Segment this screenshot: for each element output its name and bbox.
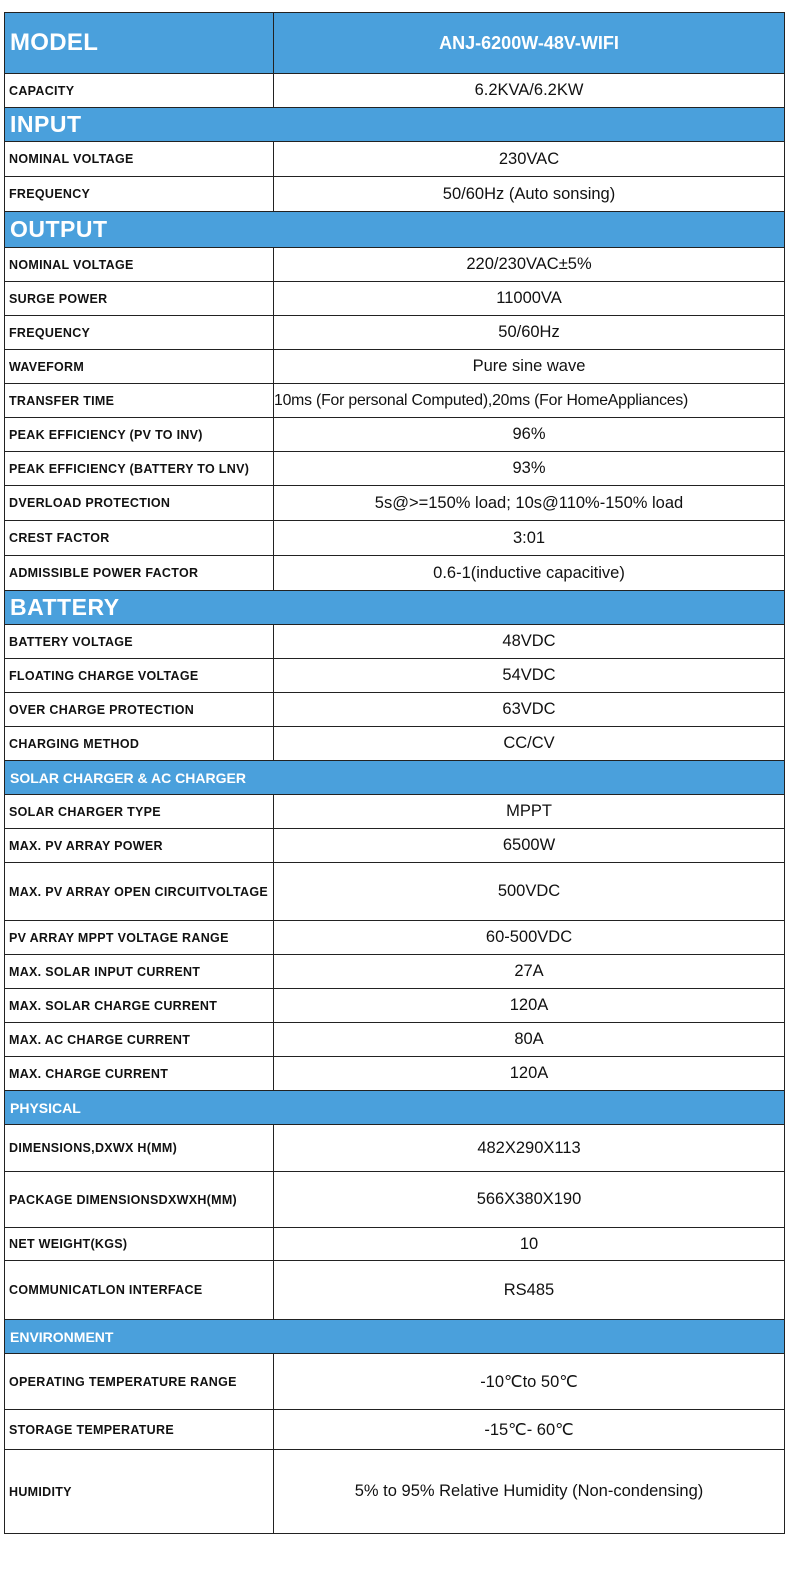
spec-label: FREQUENCY <box>5 177 274 211</box>
spec-label: SURGE POWER <box>5 282 274 315</box>
spec-label: CAPACITY <box>5 74 274 107</box>
spec-value: 96% <box>274 418 785 451</box>
section-battery: BATTERY <box>5 591 785 625</box>
spec-label: FLOATING CHARGE VOLTAGE <box>5 659 274 692</box>
spec-label: PEAK EFFICIENCY (BATTERY TO LNV) <box>5 452 274 485</box>
spec-value: 6500W <box>274 829 785 862</box>
spec-label: ADMISSIBLE POWER FACTOR <box>5 556 274 590</box>
spec-row <box>5 829 785 863</box>
spec-row <box>5 452 785 486</box>
spec-label: MAX. CHARGE CURRENT <box>5 1057 274 1090</box>
spec-row <box>5 863 785 921</box>
spec-label: PV ARRAY MPPT VOLTAGE RANGE <box>5 921 274 954</box>
spec-row <box>5 1228 785 1261</box>
spec-row <box>5 1354 785 1410</box>
spec-value: 80A <box>274 1023 785 1056</box>
spec-label: TRANSFER TIME <box>5 384 274 417</box>
spec-value: 0.6-1(inductive capacitive) <box>274 556 785 590</box>
spec-value: 10ms (For personal Computed),20ms (For HomeAppliances) <box>274 384 785 417</box>
spec-value: 48VDC <box>274 625 785 658</box>
model-label: MODEL <box>5 13 274 73</box>
spec-value: 93% <box>274 452 785 485</box>
spec-label: MAX. PV ARRAY OPEN CIRCUITVOLTAGE <box>5 863 274 920</box>
spec-row <box>5 177 785 212</box>
spec-label: HUMIDITY <box>5 1450 274 1533</box>
spec-label: MAX. SOLAR INPUT CURRENT <box>5 955 274 988</box>
spec-row <box>5 384 785 418</box>
spec-label: PEAK EFFICIENCY (PV TO INV) <box>5 418 274 451</box>
spec-row <box>5 1057 785 1091</box>
model-row <box>5 13 785 74</box>
spec-value: 60-500VDC <box>274 921 785 954</box>
spec-value: 50/60Hz (Auto sonsing) <box>274 177 785 211</box>
spec-value: 482X290X113 <box>274 1125 785 1171</box>
spec-label: BATTERY VOLTAGE <box>5 625 274 658</box>
spec-label: CHARGING METHOD <box>5 727 274 760</box>
spec-row <box>5 486 785 521</box>
spec-value: 63VDC <box>274 693 785 726</box>
spec-row <box>5 418 785 452</box>
spec-row <box>5 659 785 693</box>
spec-label: FREQUENCY <box>5 316 274 349</box>
spec-table <box>4 12 785 1534</box>
spec-row <box>5 1172 785 1228</box>
spec-value: 6.2KVA/6.2KW <box>274 74 785 107</box>
spec-row <box>5 727 785 761</box>
spec-row <box>5 1450 785 1534</box>
spec-value: 27A <box>274 955 785 988</box>
spec-value: 50/60Hz <box>274 316 785 349</box>
section-solar: SOLAR CHARGER & AC CHARGER <box>5 761 785 795</box>
spec-value: RS485 <box>274 1261 785 1319</box>
spec-label: PACKAGE DIMENSIONSDXWXH(MM) <box>5 1172 274 1227</box>
spec-value: 3:01 <box>274 521 785 555</box>
spec-row <box>5 989 785 1023</box>
spec-row <box>5 316 785 350</box>
spec-value: 120A <box>274 989 785 1022</box>
spec-value: 5% to 95% Relative Humidity (Non-condensing) <box>274 1450 785 1533</box>
section-physical: PHYSICAL <box>5 1091 785 1125</box>
spec-label: CREST FACTOR <box>5 521 274 555</box>
section-output: OUTPUT <box>5 212 785 248</box>
spec-label: NET WEIGHT(KGS) <box>5 1228 274 1260</box>
spec-row <box>5 521 785 556</box>
spec-row <box>5 1410 785 1450</box>
spec-row <box>5 625 785 659</box>
spec-value: -15℃- 60℃ <box>274 1410 785 1449</box>
spec-label: MAX. PV ARRAY POWER <box>5 829 274 862</box>
spec-value: MPPT <box>274 795 785 828</box>
spec-value: 230VAC <box>274 142 785 176</box>
model-value: ANJ-6200W-48V-WIFI <box>274 13 785 73</box>
spec-value: 11000VA <box>274 282 785 315</box>
spec-row <box>5 1125 785 1172</box>
spec-value: Pure sine wave <box>274 350 785 383</box>
spec-value: 5s@>=150% load; 10s@110%-150% load <box>274 486 785 520</box>
spec-label: OVER CHARGE PROTECTION <box>5 693 274 726</box>
spec-label: NOMINAL VOLTAGE <box>5 142 274 176</box>
spec-row-capacity <box>5 74 785 108</box>
spec-value: 54VDC <box>274 659 785 692</box>
spec-row <box>5 248 785 282</box>
spec-label: MAX. AC CHARGE CURRENT <box>5 1023 274 1056</box>
spec-row <box>5 556 785 591</box>
section-input: INPUT <box>5 108 785 142</box>
spec-value: 120A <box>274 1057 785 1090</box>
spec-label: DVERLOAD PROTECTION <box>5 486 274 520</box>
spec-row <box>5 142 785 177</box>
spec-label: OPERATING TEMPERATURE RANGE <box>5 1354 274 1409</box>
spec-value: 220/230VAC±5% <box>274 248 785 281</box>
spec-row <box>5 350 785 384</box>
spec-label: NOMINAL VOLTAGE <box>5 248 274 281</box>
spec-row <box>5 1261 785 1320</box>
section-environment: ENVIRONMENT <box>5 1320 785 1354</box>
spec-row <box>5 921 785 955</box>
spec-value: CC/CV <box>274 727 785 760</box>
spec-value: 566X380X190 <box>274 1172 785 1227</box>
spec-value: 500VDC <box>274 863 785 920</box>
spec-row <box>5 795 785 829</box>
spec-row <box>5 693 785 727</box>
spec-row <box>5 955 785 989</box>
spec-label: WAVEFORM <box>5 350 274 383</box>
spec-value: -10℃to 50℃ <box>274 1354 785 1409</box>
spec-value: 10 <box>274 1228 785 1260</box>
spec-label: STORAGE TEMPERATURE <box>5 1410 274 1449</box>
spec-label: DIMENSIONS,DXWX H(MM) <box>5 1125 274 1171</box>
spec-label: COMMUNICATLON INTERFACE <box>5 1261 274 1319</box>
spec-label: SOLAR CHARGER TYPE <box>5 795 274 828</box>
spec-row <box>5 1023 785 1057</box>
spec-row <box>5 282 785 316</box>
spec-label: MAX. SOLAR CHARGE CURRENT <box>5 989 274 1022</box>
